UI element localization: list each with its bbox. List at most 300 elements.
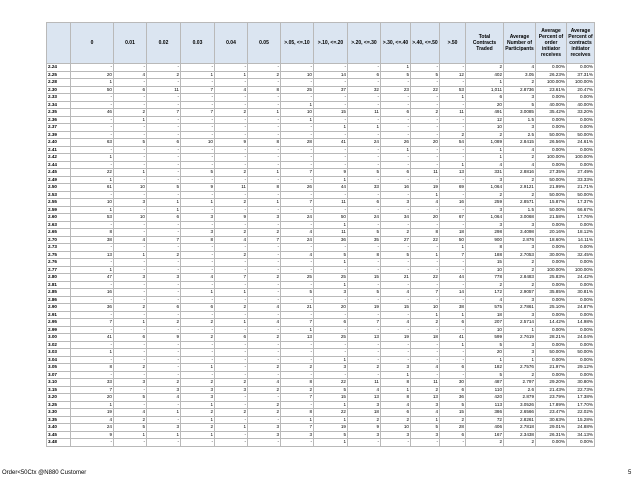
- table-cell: 3: [281, 431, 314, 439]
- table-cell: 0.00%: [567, 221, 595, 229]
- table-cell: -: [440, 176, 466, 184]
- row-label-cell: 3.04: [47, 356, 71, 364]
- row-label-cell: 2.86: [47, 296, 71, 304]
- table-cell: -: [381, 221, 411, 229]
- table-cell: -: [114, 356, 147, 364]
- table-cell: -: [215, 371, 248, 379]
- table-cell: 3: [381, 364, 411, 372]
- table-cell: -: [147, 191, 181, 199]
- table-cell: -: [281, 79, 314, 87]
- table-cell: 10: [466, 326, 504, 334]
- table-cell: 5: [147, 184, 181, 192]
- table-cell: 6: [215, 334, 248, 342]
- table-cell: 0.00%: [536, 281, 567, 289]
- table-cell: -: [381, 341, 411, 349]
- table-cell: -: [181, 131, 215, 139]
- table-cell: 100.00%: [567, 79, 595, 87]
- table-cell: 44: [314, 184, 348, 192]
- table-cell: 22: [411, 236, 440, 244]
- table-cell: 6: [348, 71, 381, 79]
- table-cell: -: [314, 146, 348, 154]
- table-cell: -: [215, 101, 248, 109]
- table-cell: 5: [466, 341, 504, 349]
- table-row: [47, 244, 595, 252]
- row-label-cell: 3.15: [47, 386, 71, 394]
- table-cell: 2: [147, 379, 181, 387]
- table-cell: 1: [181, 71, 215, 79]
- table-cell: -: [411, 244, 440, 252]
- table-cell: -: [181, 356, 215, 364]
- table-cell: -: [181, 116, 215, 124]
- table-cell: 1: [381, 371, 411, 379]
- table-cell: 7: [281, 199, 314, 207]
- table-cell: -: [215, 266, 248, 274]
- table-cell: 18: [466, 311, 504, 319]
- table-cell: 1: [71, 154, 114, 162]
- table-cell: 2: [248, 409, 281, 417]
- table-cell: -: [281, 439, 314, 447]
- table-cell: -: [314, 101, 348, 109]
- table-cell: -: [181, 64, 215, 72]
- table-cell: -: [215, 161, 248, 169]
- table-cell: 7: [440, 251, 466, 259]
- table-cell: 4: [381, 401, 411, 409]
- table-cell: 35.42%: [536, 109, 567, 117]
- column-header: >.05, <=.10: [281, 23, 314, 64]
- table-cell: -: [281, 371, 314, 379]
- table-cell: 38: [71, 236, 114, 244]
- table-cell: 2: [215, 379, 248, 387]
- table-cell: 30.63%: [536, 416, 567, 424]
- row-label-cell: 3.20: [47, 394, 71, 402]
- table-cell: 18: [348, 409, 381, 417]
- table-cell: 1,064: [466, 184, 504, 192]
- table-cell: 4: [411, 409, 440, 417]
- table-cell: -: [181, 101, 215, 109]
- table-cell: 6: [440, 319, 466, 327]
- table-cell: 15: [314, 109, 348, 117]
- table-row: [47, 296, 595, 304]
- table-cell: 3: [348, 401, 381, 409]
- table-cell: -: [281, 281, 314, 289]
- row-label-cell: 2.63: [47, 221, 71, 229]
- table-cell: 0.00%: [536, 311, 567, 319]
- table-cell: -: [281, 191, 314, 199]
- table-cell: -: [314, 349, 348, 357]
- table-cell: -: [147, 296, 181, 304]
- table-cell: 2.7619: [504, 334, 536, 342]
- table-cell: 2.3438: [504, 431, 536, 439]
- table-cell: 6: [181, 304, 215, 312]
- table-row: [47, 109, 595, 117]
- row-label-cell: 2.37: [47, 124, 71, 132]
- table-cell: -: [248, 349, 281, 357]
- row-label-cell: 2.53: [47, 191, 71, 199]
- table-cell: 25: [281, 86, 314, 94]
- table-cell: 8: [71, 229, 114, 237]
- row-label-cell: 3.25: [47, 401, 71, 409]
- table-cell: -: [348, 259, 381, 267]
- table-cell: 0.00%: [536, 94, 567, 102]
- table-cell: 0.00%: [567, 371, 595, 379]
- table-cell: 8: [381, 379, 411, 387]
- table-cell: -: [114, 124, 147, 132]
- table-cell: 66.67%: [567, 206, 595, 214]
- table-cell: 18.12%: [567, 229, 595, 237]
- row-label-cell: 2.50: [47, 184, 71, 192]
- table-cell: -: [381, 296, 411, 304]
- row-label-cell: 2.99: [47, 326, 71, 334]
- table-cell: 50.00%: [536, 176, 567, 184]
- table-cell: 0.00%: [536, 371, 567, 379]
- table-cell: 36: [440, 394, 466, 402]
- table-cell: -: [348, 131, 381, 139]
- table-cell: 2.7576: [504, 364, 536, 372]
- row-label-cell: 2.49: [47, 176, 71, 184]
- table-cell: 2.7861: [504, 304, 536, 312]
- table-cell: 2: [215, 409, 248, 417]
- table-cell: 1: [440, 161, 466, 169]
- table-cell: 2: [440, 416, 466, 424]
- table-cell: 2: [504, 439, 536, 447]
- table-cell: -: [114, 439, 147, 447]
- table-cell: 37: [314, 86, 348, 94]
- table-cell: 3.05: [504, 71, 536, 79]
- data-table: [46, 22, 595, 447]
- table-cell: 8: [281, 379, 314, 387]
- table-cell: 3: [215, 386, 248, 394]
- table-cell: -: [114, 64, 147, 72]
- table-cell: -: [381, 154, 411, 162]
- table-cell: -: [348, 79, 381, 87]
- table-cell: 3: [181, 394, 215, 402]
- table-cell: -: [181, 341, 215, 349]
- table-cell: -: [215, 394, 248, 402]
- table-cell: -: [114, 131, 147, 139]
- column-header: Average Percent of order initiator receives: [536, 23, 567, 64]
- table-cell: 4: [381, 319, 411, 327]
- table-row: [47, 169, 595, 177]
- row-label-cell: 2.95: [47, 319, 71, 327]
- table-cell: 9: [314, 169, 348, 177]
- table-cell: 1: [314, 401, 348, 409]
- table-cell: -: [71, 259, 114, 267]
- row-label-cell: 2.85: [47, 289, 71, 297]
- table-cell: -: [248, 191, 281, 199]
- table-cell: 0.00%: [536, 221, 567, 229]
- column-header: 0.05: [248, 23, 281, 64]
- table-cell: 4: [215, 236, 248, 244]
- table-cell: -: [114, 221, 147, 229]
- table-row: [47, 409, 595, 417]
- table-cell: 2.6: [504, 386, 536, 394]
- table-cell: 18.60%: [536, 236, 567, 244]
- row-label-cell: 2.36: [47, 116, 71, 124]
- table-cell: 1: [181, 289, 215, 297]
- table-cell: 28: [440, 424, 466, 432]
- table-cell: -: [181, 311, 215, 319]
- table-cell: -: [147, 266, 181, 274]
- table-cell: 1: [314, 416, 348, 424]
- table-cell: 8: [248, 184, 281, 192]
- table-cell: 11: [411, 379, 440, 387]
- table-cell: 5: [114, 424, 147, 432]
- table-row: [47, 401, 595, 409]
- table-cell: 1: [411, 191, 440, 199]
- table-cell: -: [381, 266, 411, 274]
- table-cell: 2: [348, 364, 381, 372]
- table-cell: 5: [114, 139, 147, 147]
- table-cell: -: [181, 266, 215, 274]
- table-cell: 1: [114, 169, 147, 177]
- column-header: Average Number of Participants: [504, 23, 536, 64]
- table-cell: 22: [314, 409, 348, 417]
- table-cell: 7: [147, 236, 181, 244]
- table-cell: -: [71, 101, 114, 109]
- table-cell: 11: [314, 229, 348, 237]
- table-cell: 2: [466, 281, 504, 289]
- table-cell: 4: [281, 229, 314, 237]
- table-cell: 2: [466, 191, 504, 199]
- table-cell: -: [381, 259, 411, 267]
- table-cell: 0.00%: [536, 296, 567, 304]
- table-cell: 0.00%: [536, 341, 567, 349]
- table-cell: 26.31%: [536, 431, 567, 439]
- table-cell: 5: [411, 71, 440, 79]
- table-cell: -: [348, 154, 381, 162]
- table-cell: 5: [440, 401, 466, 409]
- table-cell: 3: [504, 94, 536, 102]
- table-cell: 1: [71, 206, 114, 214]
- table-cell: 2.876: [504, 236, 536, 244]
- table-cell: 21: [281, 304, 314, 312]
- table-cell: 22.02%: [567, 409, 595, 417]
- table-cell: -: [440, 206, 466, 214]
- table-cell: 1: [411, 311, 440, 319]
- table-cell: 25: [314, 274, 348, 282]
- table-cell: -: [181, 176, 215, 184]
- table-cell: -: [181, 124, 215, 132]
- table-cell: 4: [114, 409, 147, 417]
- table-cell: 167: [466, 431, 504, 439]
- table-cell: -: [348, 349, 381, 357]
- table-cell: -: [411, 356, 440, 364]
- row-label-cell: 3.48: [47, 439, 71, 447]
- table-cell: -: [181, 439, 215, 447]
- table-cell: 26.56%: [536, 139, 567, 147]
- table-cell: -: [114, 386, 147, 394]
- table-cell: 2: [147, 319, 181, 327]
- row-label-cell: 2.41: [47, 146, 71, 154]
- table-cell: 14.11%: [567, 236, 595, 244]
- table-cell: 47: [71, 274, 114, 282]
- table-cell: 50.00%: [567, 191, 595, 199]
- table-cell: 1: [181, 401, 215, 409]
- table-cell: -: [411, 124, 440, 132]
- table-cell: -: [215, 146, 248, 154]
- table-cell: 38: [440, 304, 466, 312]
- table-cell: 50.00%: [536, 191, 567, 199]
- row-label-cell: 2.39: [47, 131, 71, 139]
- table-cell: 4: [147, 394, 181, 402]
- table-cell: 41: [71, 334, 114, 342]
- table-cell: -: [215, 326, 248, 334]
- table-cell: -: [314, 311, 348, 319]
- table-cell: 1: [440, 311, 466, 319]
- table-cell: 41: [314, 139, 348, 147]
- table-cell: -: [314, 79, 348, 87]
- table-cell: 34.13%: [567, 431, 595, 439]
- table-cell: 32.45%: [567, 251, 595, 259]
- table-cell: -: [114, 289, 147, 297]
- table-cell: -: [215, 311, 248, 319]
- table-cell: -: [248, 416, 281, 424]
- table-cell: 100.00%: [536, 266, 567, 274]
- table-cell: 0.00%: [536, 64, 567, 72]
- table-cell: 15: [381, 304, 411, 312]
- table-cell: 5: [466, 371, 504, 379]
- table-cell: 0.00%: [567, 244, 595, 252]
- table-cell: 2: [114, 109, 147, 117]
- table-cell: 11: [348, 109, 381, 117]
- table-cell: 7: [181, 109, 215, 117]
- table-cell: 0.00%: [536, 146, 567, 154]
- table-cell: 20: [411, 214, 440, 222]
- table-cell: 1,089: [466, 139, 504, 147]
- table-cell: -: [440, 146, 466, 154]
- table-cell: -: [147, 131, 181, 139]
- table-cell: 6: [114, 334, 147, 342]
- table-cell: -: [181, 296, 215, 304]
- table-cell: 3: [181, 214, 215, 222]
- row-label-cell: 2.35: [47, 109, 71, 117]
- table-cell: -: [314, 206, 348, 214]
- table-cell: -: [147, 221, 181, 229]
- table-cell: 23: [381, 86, 411, 94]
- table-cell: 40.00%: [536, 101, 567, 109]
- table-cell: 7: [411, 289, 440, 297]
- table-cell: 19: [411, 184, 440, 192]
- table-cell: 4: [248, 304, 281, 312]
- table-cell: 50: [71, 86, 114, 94]
- column-header: >.30, <=.40: [381, 23, 411, 64]
- table-cell: 1: [114, 319, 147, 327]
- table-cell: 2: [504, 266, 536, 274]
- table-cell: 4: [215, 86, 248, 94]
- row-label-cell: 3.10: [47, 379, 71, 387]
- table-row: [47, 281, 595, 289]
- table-cell: 2: [281, 364, 314, 372]
- table-cell: 19: [71, 409, 114, 417]
- column-header: >.10, <=.20: [314, 23, 348, 64]
- table-cell: 6: [466, 94, 504, 102]
- row-label-cell: 3.07: [47, 371, 71, 379]
- table-cell: 2: [466, 439, 504, 447]
- row-label-cell: 3.00: [47, 334, 71, 342]
- table-cell: 1: [314, 259, 348, 267]
- table-cell: -: [411, 326, 440, 334]
- table-cell: 1: [181, 199, 215, 207]
- row-label-cell: 2.70: [47, 236, 71, 244]
- table-cell: 259: [466, 199, 504, 207]
- table-cell: -: [348, 266, 381, 274]
- table-cell: -: [114, 146, 147, 154]
- table-cell: 69: [440, 184, 466, 192]
- table-cell: 7: [281, 169, 314, 177]
- table-row: [47, 371, 595, 379]
- table-cell: 20: [466, 101, 504, 109]
- table-cell: 2.9121: [504, 184, 536, 192]
- table-cell: -: [71, 191, 114, 199]
- table-cell: -: [215, 154, 248, 162]
- table-cell: -: [215, 364, 248, 372]
- row-label-cell: 3.35: [47, 416, 71, 424]
- table-cell: -: [281, 206, 314, 214]
- table-cell: 420: [466, 394, 504, 402]
- table-cell: -: [215, 191, 248, 199]
- table-cell: 900: [466, 236, 504, 244]
- table-cell: 6: [381, 169, 411, 177]
- table-cell: 30.80%: [567, 379, 595, 387]
- table-cell: -: [281, 311, 314, 319]
- table-cell: -: [181, 146, 215, 154]
- table-cell: 14: [440, 289, 466, 297]
- table-cell: 11: [411, 169, 440, 177]
- table-cell: 2: [215, 251, 248, 259]
- table-cell: 1: [248, 169, 281, 177]
- table-cell: -: [248, 94, 281, 102]
- table-cell: 6: [147, 139, 181, 147]
- table-cell: 3: [504, 244, 536, 252]
- table-cell: 3: [181, 229, 215, 237]
- table-cell: 778: [466, 274, 504, 282]
- table-cell: 9: [71, 431, 114, 439]
- table-row: [47, 251, 595, 259]
- table-cell: 2: [381, 416, 411, 424]
- table-cell: -: [411, 176, 440, 184]
- table-cell: 2: [248, 71, 281, 79]
- table-cell: 1: [147, 206, 181, 214]
- table-row: [47, 199, 595, 207]
- column-header: 0.03: [181, 23, 215, 64]
- table-cell: -: [281, 64, 314, 72]
- table-cell: -: [147, 326, 181, 334]
- table-cell: -: [440, 101, 466, 109]
- table-cell: 10: [466, 124, 504, 132]
- column-header: 0.01: [114, 23, 147, 64]
- table-cell: -: [348, 341, 381, 349]
- table-cell: 1: [181, 364, 215, 372]
- column-header: 0.02: [147, 23, 181, 64]
- table-cell: -: [215, 131, 248, 139]
- table-cell: -: [381, 439, 411, 447]
- table-cell: -: [348, 281, 381, 289]
- table-cell: -: [411, 161, 440, 169]
- table-cell: 1: [466, 146, 504, 154]
- row-label-cell: 2.76: [47, 259, 71, 267]
- table-cell: -: [248, 289, 281, 297]
- table-cell: -: [71, 371, 114, 379]
- table-cell: 3: [411, 431, 440, 439]
- table-row: [47, 416, 595, 424]
- column-header: 0: [71, 23, 114, 64]
- table-cell: 100.00%: [567, 266, 595, 274]
- table-cell: 2.879: [504, 394, 536, 402]
- table-cell: -: [381, 79, 411, 87]
- column-header: Total Contracts Traded: [466, 23, 504, 64]
- table-cell: 13: [348, 334, 381, 342]
- table-cell: 30.00%: [536, 251, 567, 259]
